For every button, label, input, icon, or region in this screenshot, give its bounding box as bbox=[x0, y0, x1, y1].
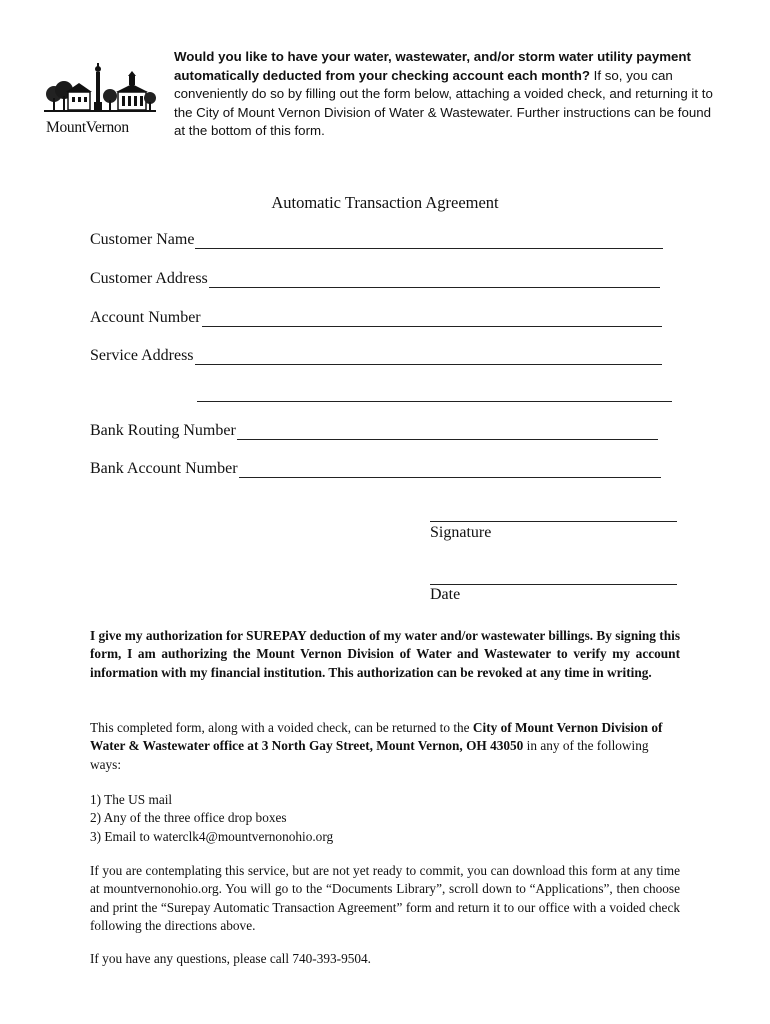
signature-label: Signature bbox=[430, 524, 492, 541]
customer-address-field[interactable] bbox=[90, 270, 660, 288]
service-address-line[interactable] bbox=[195, 348, 662, 365]
list-item[interactable]: 3) Email to waterclk4@mountvernonohio.org bbox=[90, 828, 334, 844]
customer-name-field[interactable] bbox=[90, 231, 663, 249]
logo-wordmark: MountVernon bbox=[46, 119, 129, 136]
return-text-before: This completed form, along with a voided check, can be returned to the bbox=[90, 720, 473, 735]
bank-account-number-line[interactable] bbox=[239, 461, 661, 478]
town-skyline-icon bbox=[44, 62, 156, 120]
return-instructions bbox=[90, 719, 680, 774]
list-item: 1) The US mail bbox=[90, 792, 173, 807]
download-instructions: If you are contemplating this service, but are not yet ready to commit, you can download this form at any time at mountvernonohio.org. You will go to the “Documents Library”, scroll down to “Applications”, then choose and print the “Surepay Automatic Transaction Agreement” form and return it to our office with a voided check following the directions above. bbox=[90, 863, 680, 933]
customer-name-label: Customer Name bbox=[90, 231, 195, 248]
intro-instructions: If so, you can conveniently do so by filling out the form below, attaching a voided check, and returning it to the City of Mount Vernon Division of Water & Wastewater. Further instructions can be found at the bottom of this form. bbox=[174, 67, 713, 139]
account-number-line[interactable] bbox=[202, 310, 662, 327]
bank-routing-number-line[interactable] bbox=[237, 423, 658, 440]
bank-account-number-label: Bank Account Number bbox=[90, 460, 238, 477]
intro-question: Would you like to have your water, wastewater, and/or storm water utility payment automatically deducted from your checking account each month? bbox=[174, 49, 691, 83]
contact-phone-note: If you have any questions, please call 740-393-9504. bbox=[90, 951, 372, 966]
bank-account-number-field[interactable] bbox=[90, 460, 661, 478]
intro-paragraph bbox=[174, 48, 719, 141]
bank-routing-number-field[interactable] bbox=[90, 422, 658, 440]
service-address-line-2[interactable] bbox=[197, 400, 672, 402]
list-item: 2) Any of the three office drop boxes bbox=[90, 810, 287, 826]
signature-line[interactable] bbox=[430, 520, 677, 522]
city-logo bbox=[44, 62, 156, 140]
customer-address-label: Customer Address bbox=[90, 270, 208, 287]
service-address-label: Service Address bbox=[90, 347, 194, 364]
form-title: Automatic Transaction Agreement bbox=[271, 193, 499, 212]
date-label: Date bbox=[430, 586, 461, 603]
authorization-statement: I give my authorization for SUREPAY deduction of my water and/or wastewater billings. By signing this form, I am authorizing the Mount Vernon Division of Water and Wastewater to verify my account information with my financial institution. This authorization can be revoked at any time in writing. bbox=[90, 628, 680, 680]
service-address-field[interactable] bbox=[90, 347, 662, 365]
account-number-label: Account Number bbox=[90, 309, 201, 326]
customer-name-line[interactable] bbox=[195, 232, 663, 249]
customer-address-line[interactable] bbox=[209, 271, 660, 288]
bank-routing-number-label: Bank Routing Number bbox=[90, 422, 236, 439]
account-number-field[interactable] bbox=[90, 309, 662, 327]
return-text-after: in any of the following ways: bbox=[90, 738, 649, 772]
return-methods-list bbox=[90, 791, 333, 846]
date-line[interactable] bbox=[430, 583, 677, 585]
office-address: City of Mount Vernon Division of Water & Wastewater office at 3 North Gay Street, Mount Vernon, OH 43050 bbox=[90, 720, 663, 754]
